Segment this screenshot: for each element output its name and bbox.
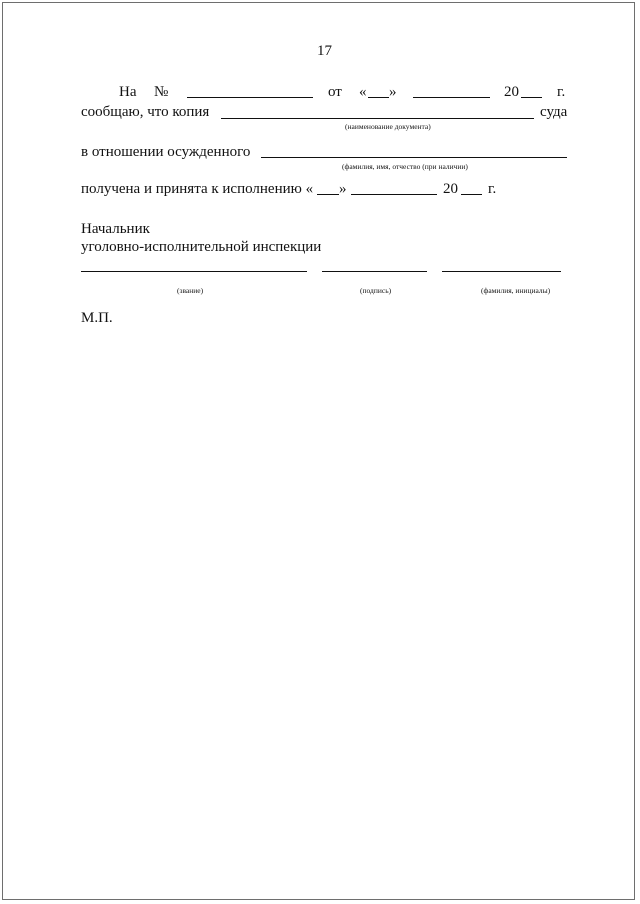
quote-close: » <box>389 84 397 100</box>
signatory-title-line2: уголовно-исполнительной инспекции <box>81 239 322 255</box>
accepted-label: получена и принята к исполнению « <box>81 181 314 197</box>
signatory-title-line1: Начальник <box>81 221 150 237</box>
seal-place-mark: М.П. <box>81 310 113 326</box>
accepted-year-prefix: 20 <box>443 181 458 197</box>
na-label: На <box>119 84 137 100</box>
day-field[interactable] <box>368 97 389 98</box>
year-field[interactable] <box>521 97 542 98</box>
accepted-month-field[interactable] <box>351 194 437 195</box>
accepted-year-suffix: г. <box>488 181 497 197</box>
document-number-field[interactable] <box>187 97 313 98</box>
accepted-quote-close: » <box>339 181 347 197</box>
convict-name-field[interactable] <box>261 157 567 158</box>
signature-caption: (подпись) <box>360 286 392 295</box>
year-prefix: 20 <box>504 84 519 100</box>
month-field[interactable] <box>413 97 490 98</box>
convict-name-caption: (фамилия, имя, отчество (при наличии) <box>342 162 468 171</box>
document-page <box>2 2 635 900</box>
initials-field[interactable] <box>442 271 561 272</box>
from-label: от <box>328 84 342 100</box>
initials-caption: (фамилия, инициалы) <box>481 286 551 295</box>
accepted-year-field[interactable] <box>461 194 482 195</box>
quote-open: « <box>359 84 367 100</box>
document-name-field[interactable] <box>221 118 534 119</box>
document-name-caption: (наименование документа) <box>345 122 431 131</box>
court-label: суда <box>540 104 568 120</box>
convict-label: в отношении осужденного <box>81 144 251 160</box>
year-suffix: г. <box>557 84 566 100</box>
rank-field[interactable] <box>81 271 307 272</box>
number-sign: № <box>154 84 169 100</box>
accepted-day-field[interactable] <box>317 194 339 195</box>
copy-report-label: сообщаю, что копия <box>81 104 210 120</box>
page-number: 17 <box>317 43 332 59</box>
rank-caption: (звание) <box>177 286 204 295</box>
signature-field[interactable] <box>322 271 427 272</box>
